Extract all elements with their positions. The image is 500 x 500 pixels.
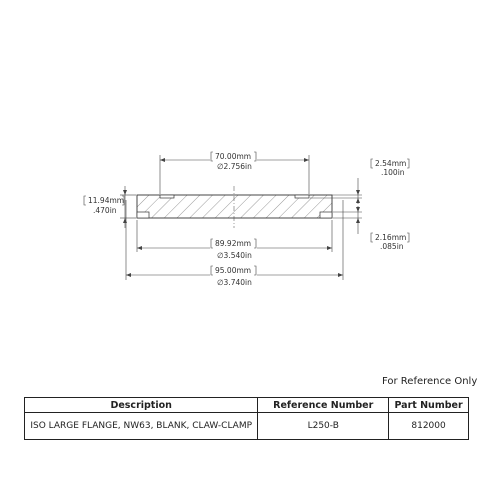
dim-254-in: .100in <box>381 168 405 177</box>
dim-8992-in-diameter: ∅3.540in <box>217 251 252 260</box>
info-table <box>24 397 469 440</box>
dim-254-mm: 2.54mm <box>375 159 407 168</box>
dim-1194-in: .470in <box>93 206 117 215</box>
cell-reference-number: L250-B <box>258 413 389 440</box>
table-row <box>25 413 469 440</box>
dim-216-mm: 2.16mm <box>375 233 407 242</box>
dim-1194-mm: 11.94mm <box>88 196 125 205</box>
dim-95-in-diameter: ∅3.740in <box>217 278 252 287</box>
header-reference-number: Reference Number <box>258 398 389 413</box>
flange-section <box>137 186 332 228</box>
reference-note: For Reference Only <box>382 376 478 387</box>
header-description: Description <box>25 398 258 413</box>
dim-95-mm: 95.00mm <box>215 266 252 275</box>
cell-part-number: 812000 <box>389 413 469 440</box>
table-header-row <box>25 398 469 413</box>
cell-description: ISO LARGE FLANGE, NW63, BLANK, CLAW-CLAMP <box>25 413 258 440</box>
dim-70-mm: 70.00mm <box>215 152 252 161</box>
dim-8992-mm: 89.92mm <box>215 239 252 248</box>
dim-70-in-diameter: ∅2.756in <box>217 162 252 171</box>
header-part-number: Part Number <box>389 398 469 413</box>
dim-216-in: .085in <box>380 242 404 251</box>
